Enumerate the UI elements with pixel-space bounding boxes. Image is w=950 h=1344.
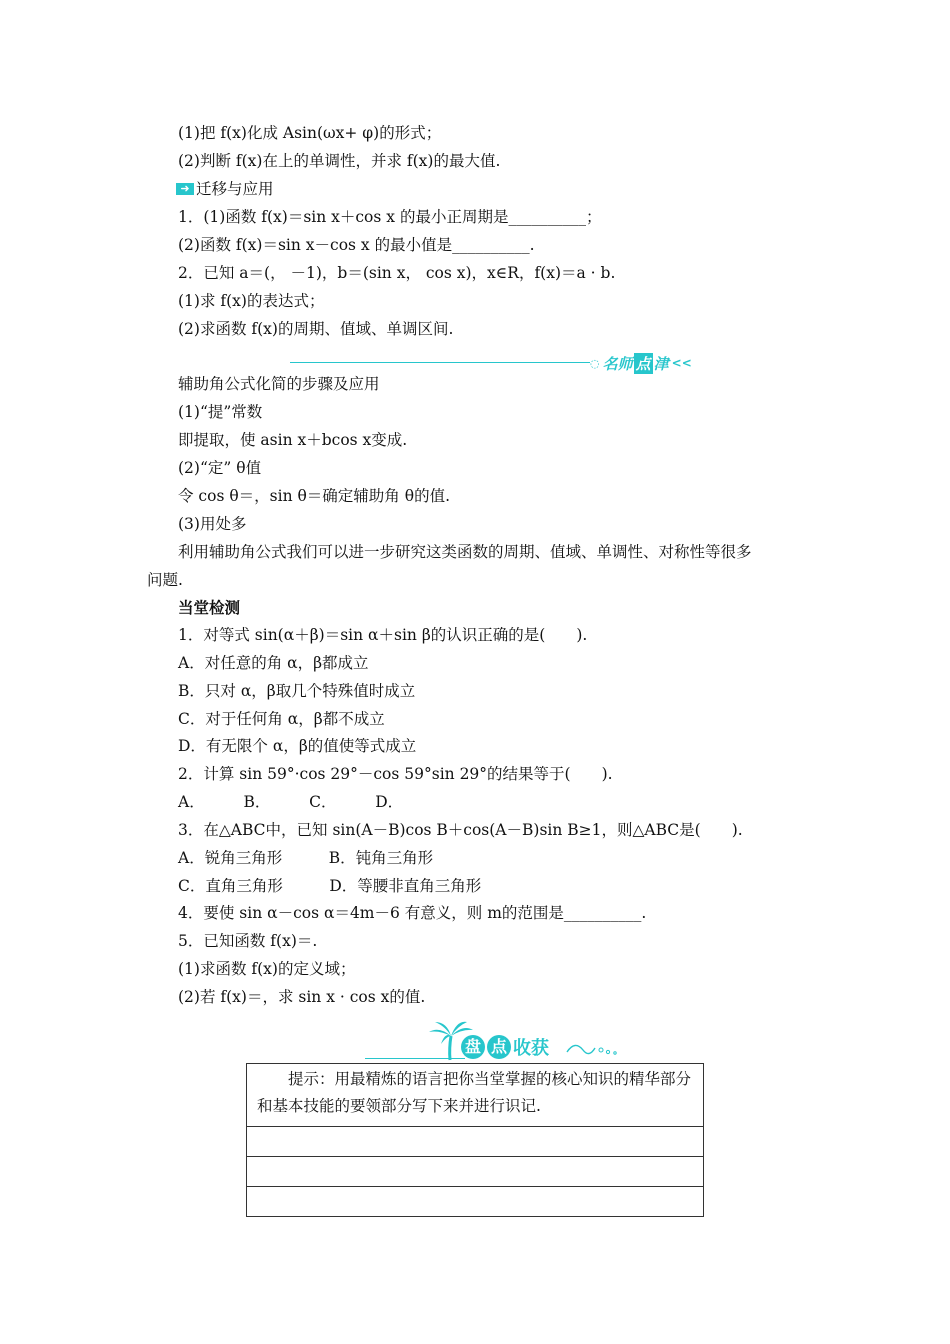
check-heading: 当堂检测 — [178, 599, 241, 617]
check-q2: 2．计算 sin 59°·cos 29°－cos 59°sin 29°的结果等于( ). — [178, 765, 613, 783]
section-divider — [290, 362, 590, 363]
tips-step-3-text: 利用辅助角公式我们可以进一步研究这类函数的周期、值域、单调性、对称性等很多 — [178, 543, 752, 561]
check-q2-options: A． B． C． D． — [178, 793, 404, 811]
circle-icon: ◌ — [590, 356, 600, 370]
transfer-q1-2: (2)函数 f(x)＝sin x－cos x 的最小值是__________. — [178, 236, 535, 254]
harvest-char-1: 盘 — [461, 1035, 485, 1059]
check-q3-options-ab: A．锐角三角形 B．钝角三角形 — [178, 849, 434, 867]
banner-text-1: 名师 — [602, 354, 633, 373]
check-q5-1: (1)求函数 f(x)的定义域； — [178, 960, 356, 978]
banner-text-3: 津 — [653, 354, 669, 373]
notes-row-2[interactable] — [247, 1157, 704, 1187]
transfer-q2: 2．已知 a＝(， －1)，b＝(sin x， cos x)，x∈R，f(x)＝a · b. — [178, 264, 616, 282]
harvest-banner — [365, 1020, 625, 1062]
problem-part-2: (2)判断 f(x)在上的单调性，并求 f(x)的最大值. — [178, 152, 501, 170]
harvest-notes-table — [246, 1063, 704, 1217]
mingshi-banner — [590, 353, 692, 373]
tips-step-3-text-cont: 问题. — [147, 571, 183, 589]
notes-row-3[interactable] — [247, 1187, 704, 1217]
tips-step-2: (2)“定” θ值 — [178, 459, 262, 477]
check-q4: 4．要使 sin α－cos α＝4m－6 有意义，则 m的范围是__________. — [178, 904, 647, 922]
tips-step-2-text: 令 cos θ＝，sin θ＝确定辅助角 θ的值. — [178, 487, 450, 505]
tips-step-1-text: 即提取，使 asin x＋bcos x变成. — [178, 431, 408, 449]
notes-row-1[interactable] — [247, 1127, 704, 1157]
check-q1: 1．对等式 sin(α＋β)＝sin α＋sin β的认识正确的是( ). — [178, 626, 588, 644]
chevron-left-icon: << — [671, 356, 692, 370]
check-q5: 5．已知函数 f(x)＝. — [178, 932, 318, 950]
transfer-q2-2: (2)求函数 f(x)的周期、值域、单调区间. — [178, 320, 454, 338]
harvest-hint — [247, 1064, 704, 1127]
banner-text-2: 点 — [635, 354, 651, 373]
check-q5-2: (2)若 f(x)＝，求 sin x · cos x的值. — [178, 988, 426, 1006]
check-q1-option-a: A．对任意的角 α，β都成立 — [178, 654, 369, 672]
harvest-char-rest: 收获 — [513, 1038, 549, 1059]
tips-title: 辅助角公式化简的步骤及应用 — [178, 375, 380, 393]
check-q1-option-c: C．对于任何角 α，β都不成立 — [178, 710, 385, 728]
transfer-q2-1: (1)求 f(x)的表达式； — [178, 292, 325, 310]
check-q3-options-cd: C．直角三角形 D．等腰非直角三角形 — [178, 877, 482, 895]
tips-step-1: (1)“提”常数 — [178, 403, 263, 421]
tips-step-3: (3)用处多 — [178, 515, 247, 533]
swirl-icon — [565, 1038, 621, 1060]
check-q1-option-d: D．有无限个 α，β的值使等式成立 — [178, 737, 417, 755]
arrow-right-icon: ➜ — [176, 183, 194, 195]
harvest-hint-text: 提示：用最精炼的语言把你当堂掌握的核心知识的精华部分和基本技能的要领部分写下来并进行识记. — [257, 1070, 692, 1115]
harvest-char-2: 点 — [487, 1035, 511, 1059]
problem-part-1: (1)把 f(x)化成 Asin(ωx+ φ)的形式； — [178, 124, 442, 142]
transfer-q1-1: 1．(1)函数 f(x)＝sin x＋cos x 的最小正周期是__________； — [178, 208, 602, 226]
check-q3: 3．在△ABC中，已知 sin(A－B)cos B＋cos(A－B)sin B≥1，则△ABC是( ). — [178, 821, 743, 839]
check-q1-option-b: B．只对 α，β取几个特殊值时成立 — [178, 682, 416, 700]
transfer-heading: 迁移与应用 — [196, 180, 274, 198]
harvest-title — [461, 1034, 549, 1060]
